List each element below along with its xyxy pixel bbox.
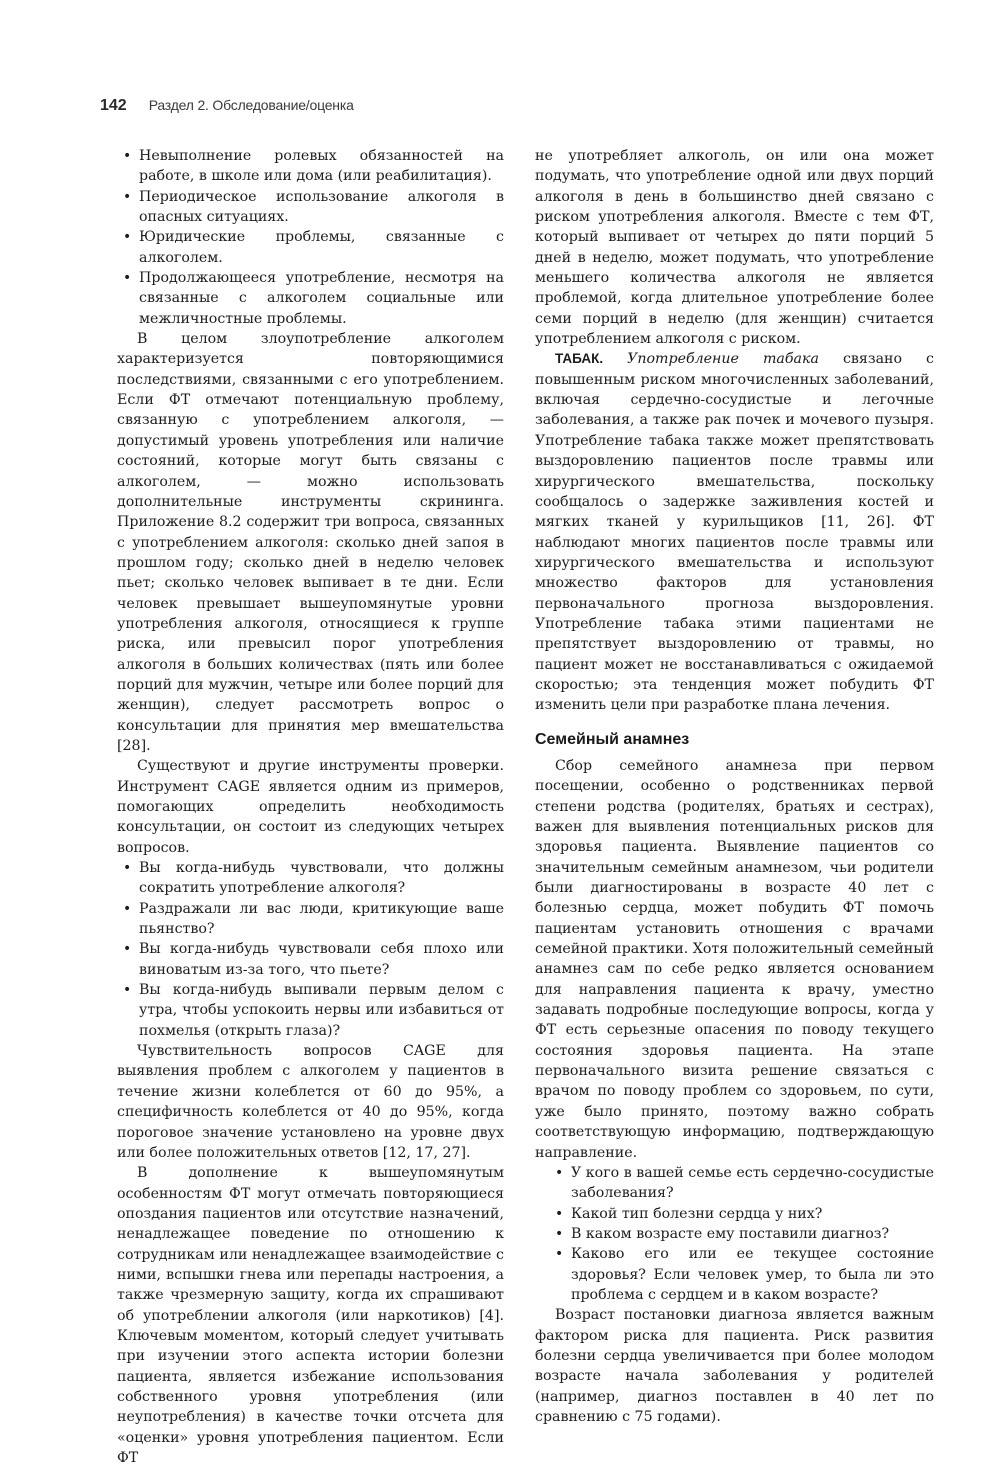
family-questions-list [535,1163,934,1305]
paragraph-diagnosis-age: Возраст постановки диагноза является важным фактором риска для пациента. Риск развития болезни сердца увеличивается при более молодом возрасте начала заболевания у родителей (например, диагноз поставлен в 40 лет по сравнению с 75 годами). [535,1307,934,1425]
paragraph-additional-signs: В дополнение к вышеупомянутым особенностям ФТ могут отмечать повторяющиеся опоздания пациентов или отсутствие назначений, ненадлежащее поведение по отношению к сотрудникам или ненадлежащее взаимодействие с ними, вспышки гнева или перепады настроения, а также чрезмерную защиту, когда их спрашивают об употреблении алкоголя (или наркотиков) [4]. Ключевым моментом, который следует учитывать при изучении этого аспекта истории болезни пациента, является избежание использования собственного уровня употребления (или неупотребления) в качестве точки отсчета для «оценки» уровня употребления пациентом. Если ФТ [117,1165,504,1466]
list-item: • Юридические проблемы, связанные с алкоголем. [119,227,504,268]
list-item: • Какой тип болезни сердца у них? [551,1204,934,1224]
list-item: • Продолжающееся употребление, несмотря на связанные с алкоголем социальные или межличностные проблемы. [119,268,504,329]
right-column [535,146,934,1427]
list-item: • Каково его или ее текущее состояние здоровья? Если человек умер, то была ли это проблема с сердцем и в каком возрасте? [551,1244,934,1305]
page-number: 142 [100,97,127,114]
page-header [100,97,354,121]
cage-questions-list [117,858,504,1041]
paragraph-family-history: Сбор семейного анамнеза при первом посещении, особенно о родственниках первой степени родства (родителях, братьях и сестрах), важен для выявления потенциальных рисков для здоровья пациента. Выявление пациентов со значительным семейным анамнезом, чьи родители были диагностированы в возрасте 40 лет с болезнью сердца, может побудить ФТ помочь пациентам установить отношения с врачами семейной практики. Хотя положительный семейный анамнез сам по себе редко является основанием для направления пациента к врачу, уместно задавать подробные последующие вопросы, когда у ФТ есть серьезные опасения по поводу текущего состояния здоровья пациента. На этапе первоначального визита решение связаться с врачом по поводу проблем со здоровьем, по сути, уже было принято, поэтому важно собрать соответствующую информацию, подтверждающую направление. [535,757,934,1161]
tobacco-italic-term: Употребление табака [627,351,819,368]
section-heading-family-history: Семейный анамнез [535,730,690,748]
paragraph-cage-sensitivity: Чувствительность вопросов CAGE для выявления проблем с алкоголем у пациентов в течение жизни колеблется от 60 до 95%, а специфичность колеблется от 40 до 95%, когда пороговое значение установлено на уровне двух или более положительных ответов [12, 17, 27]. [117,1043,504,1161]
list-item: • Раздражали ли вас люди, критикующие ваше пьянство? [119,899,504,940]
tobacco-keyword: ТАБАК. [555,351,604,367]
list-item: • Невыполнение ролевых обязанностей на работе, в школе или дома (или реабилитация). [119,146,504,187]
left-column [117,146,504,1468]
list-item: • В каком возрасте ему поставили диагноз? [551,1224,934,1244]
paragraph-alcohol-abuse: В целом злоупотребление алкоголем характеризуется повторяющимися последствиями, связанными с его употреблением. Если ФТ отмечают потенциальную проблему, связанную с употреблением алкоголя, — допустимый уровень употребления или наличие состояний, которые могут быть связаны с алкоголем, — можно использовать дополнительные инструменты скрининга. Приложение 8.2 содержит три вопроса, связанных с употреблением алкоголя: сколько дней запоя в прошлом году; сколько дней в неделю человек пьет; сколько человек выпивает в те дни. Если человек превышает вышеупомянутые уровни употребления алкоголя, относящиеся к группе риска, или превысил порог употребления алкоголя в больших количествах (пять или более порций для мужчин, четыре или более порций для женщин), следует рассмотреть вопрос о консультации для принятия мер вмешательства [28]. [117,331,504,754]
list-item: • У кого в вашей семье есть сердечно-сосудистые заболевания? [551,1163,934,1204]
running-title: Раздел 2. Обследование/оценка [148,97,354,113]
tobacco-text: связано с повышенным риском многочисленных заболеваний, включая сердечно-сосудистые и легочные заболевания, а также рак почек и мочевого пузыря. Употребление табака также может препятствовать выздоровлению пациентов после травмы или хирургического вмешательства, поскольку сообщалось о задержке заживления костей и мягких тканей у курильщиков [11, 26]. ФТ наблюдают многих пациентов после травмы или хирургического вмешательства и используют множество факторов для установления первоначального прогноза выздоровления. Употребление табака этими пациентами не препятствует выздоровлению от травмы, но пациент может не восстанавливаться с ожидаемой скоростью; эта тенденция может побудить ФТ изменить цели при разработке плана лечения. [535,351,934,714]
criteria-list [117,146,504,329]
paragraph-continued: не употребляет алкоголь, он или она может подумать, что употребление одной или двух порций алкоголя в день в большинство дней связано с риском употребления алкоголя. Вместе с тем ФТ, который выпивает от четырех до пяти порций 5 дней в неделю, может подумать, что употребление меньшего количества алкоголя не является проблемой, когда длительное употребление более семи порций в неделю (для женщин) считается употреблением алкоголя с риском. [535,148,934,348]
paragraph-tobacco [535,349,934,715]
list-item: • Вы когда-нибудь чувствовали, что должны сократить употребление алкоголя? [119,858,504,899]
list-item: • Вы когда-нибудь выпивали первым делом с утра, чтобы успокоить нервы или избавиться от похмелья (открыть глаза)? [119,980,504,1041]
paragraph-cage-intro: Существуют и другие инструменты проверки. Инструмент CAGE является одним из примеров, помогающих определить необходимость консультации, он состоит из следующих четырех вопросов. [117,758,504,856]
list-item: • Периодическое использование алкоголя в опасных ситуациях. [119,187,504,228]
list-item: • Вы когда-нибудь чувствовали себя плохо или виноватым из-за того, что пьете? [119,939,504,980]
